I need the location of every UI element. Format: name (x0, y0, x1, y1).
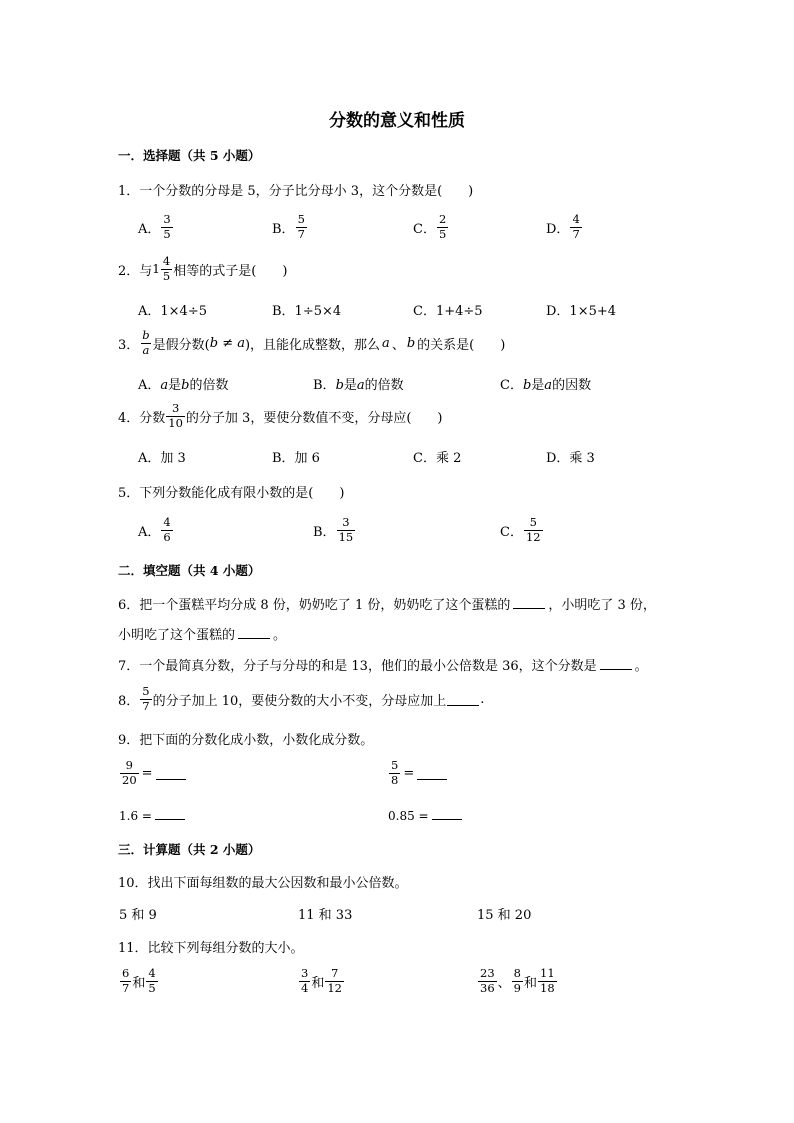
question-2-option-c: C．1+4÷5 (413, 304, 483, 319)
question-10-pair-2: 11 和 33 (298, 908, 353, 923)
question-7: 7．一个最简真分数，分子与分母的和是 13，他们的最小公倍数是 36，这个分数是 。 (118, 659, 648, 674)
answer-blank (600, 657, 632, 670)
question-3-stem: 3． $\frac{b}{a}$ 是假分数( b ≠ a )，且能化成整数，那么 a 、 b 的关系是( ) (118, 328, 506, 357)
question-2-option-a: A．1×4÷5 (138, 304, 207, 319)
question-9-item-1: $\frac{9}{20}$ = (119, 760, 189, 786)
question-8: 8． $\frac{5}{7}$ 的分子加上 10，要使分数的大小不变，分母应加上 . (118, 684, 485, 713)
question-11-group-1: $\frac{6}{7}$ 和 $\frac{4}{5}$ (122, 966, 156, 995)
fraction: $\frac{4}{6}$ (163, 515, 171, 544)
question-1-option-a (138, 214, 174, 240)
fraction: $\frac{3}{4}$ (301, 966, 309, 995)
fraction: $\frac{3}{10}$ (168, 401, 183, 430)
fraction: $\frac{4}{5}$ (162, 254, 171, 283)
question-3-option-a: A．a是b的倍数 (138, 378, 229, 393)
question-2-option-d: D．1×5+4 (546, 304, 617, 319)
fraction: $\frac{b}{a}$ (142, 328, 150, 357)
mixed-number-whole: 1 (152, 262, 160, 276)
fraction: $\frac{5}{7}$ (142, 684, 150, 713)
question-5-stem: 5．下列分数能化成有限小数的是( ) (118, 486, 345, 501)
question-4-option-b: B．加 6 (272, 451, 320, 466)
fraction: $\frac{4}{5}$ (148, 966, 156, 995)
fraction: $\frac{6}{7}$ (122, 966, 130, 995)
question-2-option-b: B．1÷5×4 (272, 304, 342, 319)
fraction: $\frac{7}{12}$ (327, 966, 342, 995)
question-11-group-2: $\frac{3}{4}$ 和 $\frac{7}{12}$ (301, 966, 342, 995)
question-4-stem: 4．分数 $\frac{3}{10}$ 的分子加 3，要使分数值不变，分母应( ) (118, 401, 443, 430)
question-11-stem: 11．比较下列每组分数的大小。 (118, 941, 304, 956)
question-4-option-c: C．乘 2 (413, 451, 462, 466)
fraction: $\frac{5}{8}$ (391, 758, 399, 787)
question-4-option-d: D．乘 3 (546, 451, 595, 466)
question-10-pair-3: 15 和 20 (477, 908, 532, 923)
answer-blank (155, 807, 185, 820)
section-heading-fill: 二．填空题（共 4 小题） (118, 563, 261, 578)
fraction: $\frac{3}{15}$ (338, 515, 354, 544)
fraction: $\frac{9}{20}$ (122, 758, 137, 787)
question-1-option-d (546, 214, 583, 240)
question-6-line-2: 小明吃了这个蛋糕的 。 (118, 628, 287, 643)
question-3-option-c: C．b是a的因数 (500, 378, 592, 393)
question-9-item-2: $\frac{5}{8}$ = (388, 760, 450, 786)
option-label: A． (138, 221, 161, 237)
question-11-group-3: $\frac{23}{36}$ 、 $\frac{8}{9}$ 和 $\frac{11}{18}$ (480, 966, 555, 995)
question-6-line-1: 6．把一个蛋糕平均分成 8 份，奶奶吃了 1 份，奶奶吃了这个蛋糕的 ，小明吃了 3 份， (118, 598, 656, 613)
question-2-stem: 2．与 1 $\frac{4}{5}$ 相等的式子是( ) (118, 254, 288, 283)
option-label: B． (272, 221, 295, 237)
question-10-pair-1: 5 和 9 (119, 908, 157, 923)
fraction: $\frac{11}{18}$ (540, 966, 555, 995)
answer-blank (156, 767, 186, 780)
answer-blank (238, 626, 270, 639)
fraction: $\frac{5}{7}$ (297, 212, 305, 241)
fraction: $\frac{8}{9}$ (513, 966, 521, 995)
section-heading-calc: 三．计算题（共 2 小题） (118, 842, 261, 857)
question-1-stem: 1．一个分数的分母是 5，分子比分母小 3，这个分数是( ) (118, 184, 474, 199)
question-9-item-4: 0.85 = (388, 807, 465, 823)
fraction: $\frac{23}{36}$ (480, 966, 495, 995)
answer-blank (417, 767, 447, 780)
answer-blank (432, 807, 462, 820)
question-1-option-c (413, 214, 449, 240)
question-1-option-b (272, 214, 308, 240)
question-5-option-c: C． $\frac{5}{12}$ (500, 515, 541, 544)
fraction: $\frac{3}{5}$ (163, 212, 171, 241)
fraction: $\frac{5}{12}$ (525, 515, 541, 544)
option-label: C． (413, 221, 436, 237)
option-label: D． (546, 221, 570, 237)
question-10-stem: 10．找出下面每组数的最大公因数和最小公倍数。 (118, 876, 408, 891)
question-9-stem: 9．把下面的分数化成小数，小数化成分数。 (118, 733, 374, 748)
page-title: 分数的意义和性质 (329, 111, 465, 131)
question-9-item-3: 1.6 = (119, 807, 188, 823)
question-3-option-b: B．b是a的倍数 (313, 378, 404, 393)
answer-blank (447, 693, 479, 706)
answer-blank (513, 596, 545, 609)
question-5-option-b: B． $\frac{3}{15}$ (313, 515, 354, 544)
section-heading-choice: 一．选择题（共 5 小题） (118, 148, 261, 163)
question-4-option-a: A．加 3 (138, 451, 186, 466)
fraction: $\frac{2}{5}$ (438, 212, 447, 241)
fraction: $\frac{4}{7}$ (572, 212, 580, 241)
question-5-option-a: A． $\frac{4}{6}$ (138, 515, 171, 544)
